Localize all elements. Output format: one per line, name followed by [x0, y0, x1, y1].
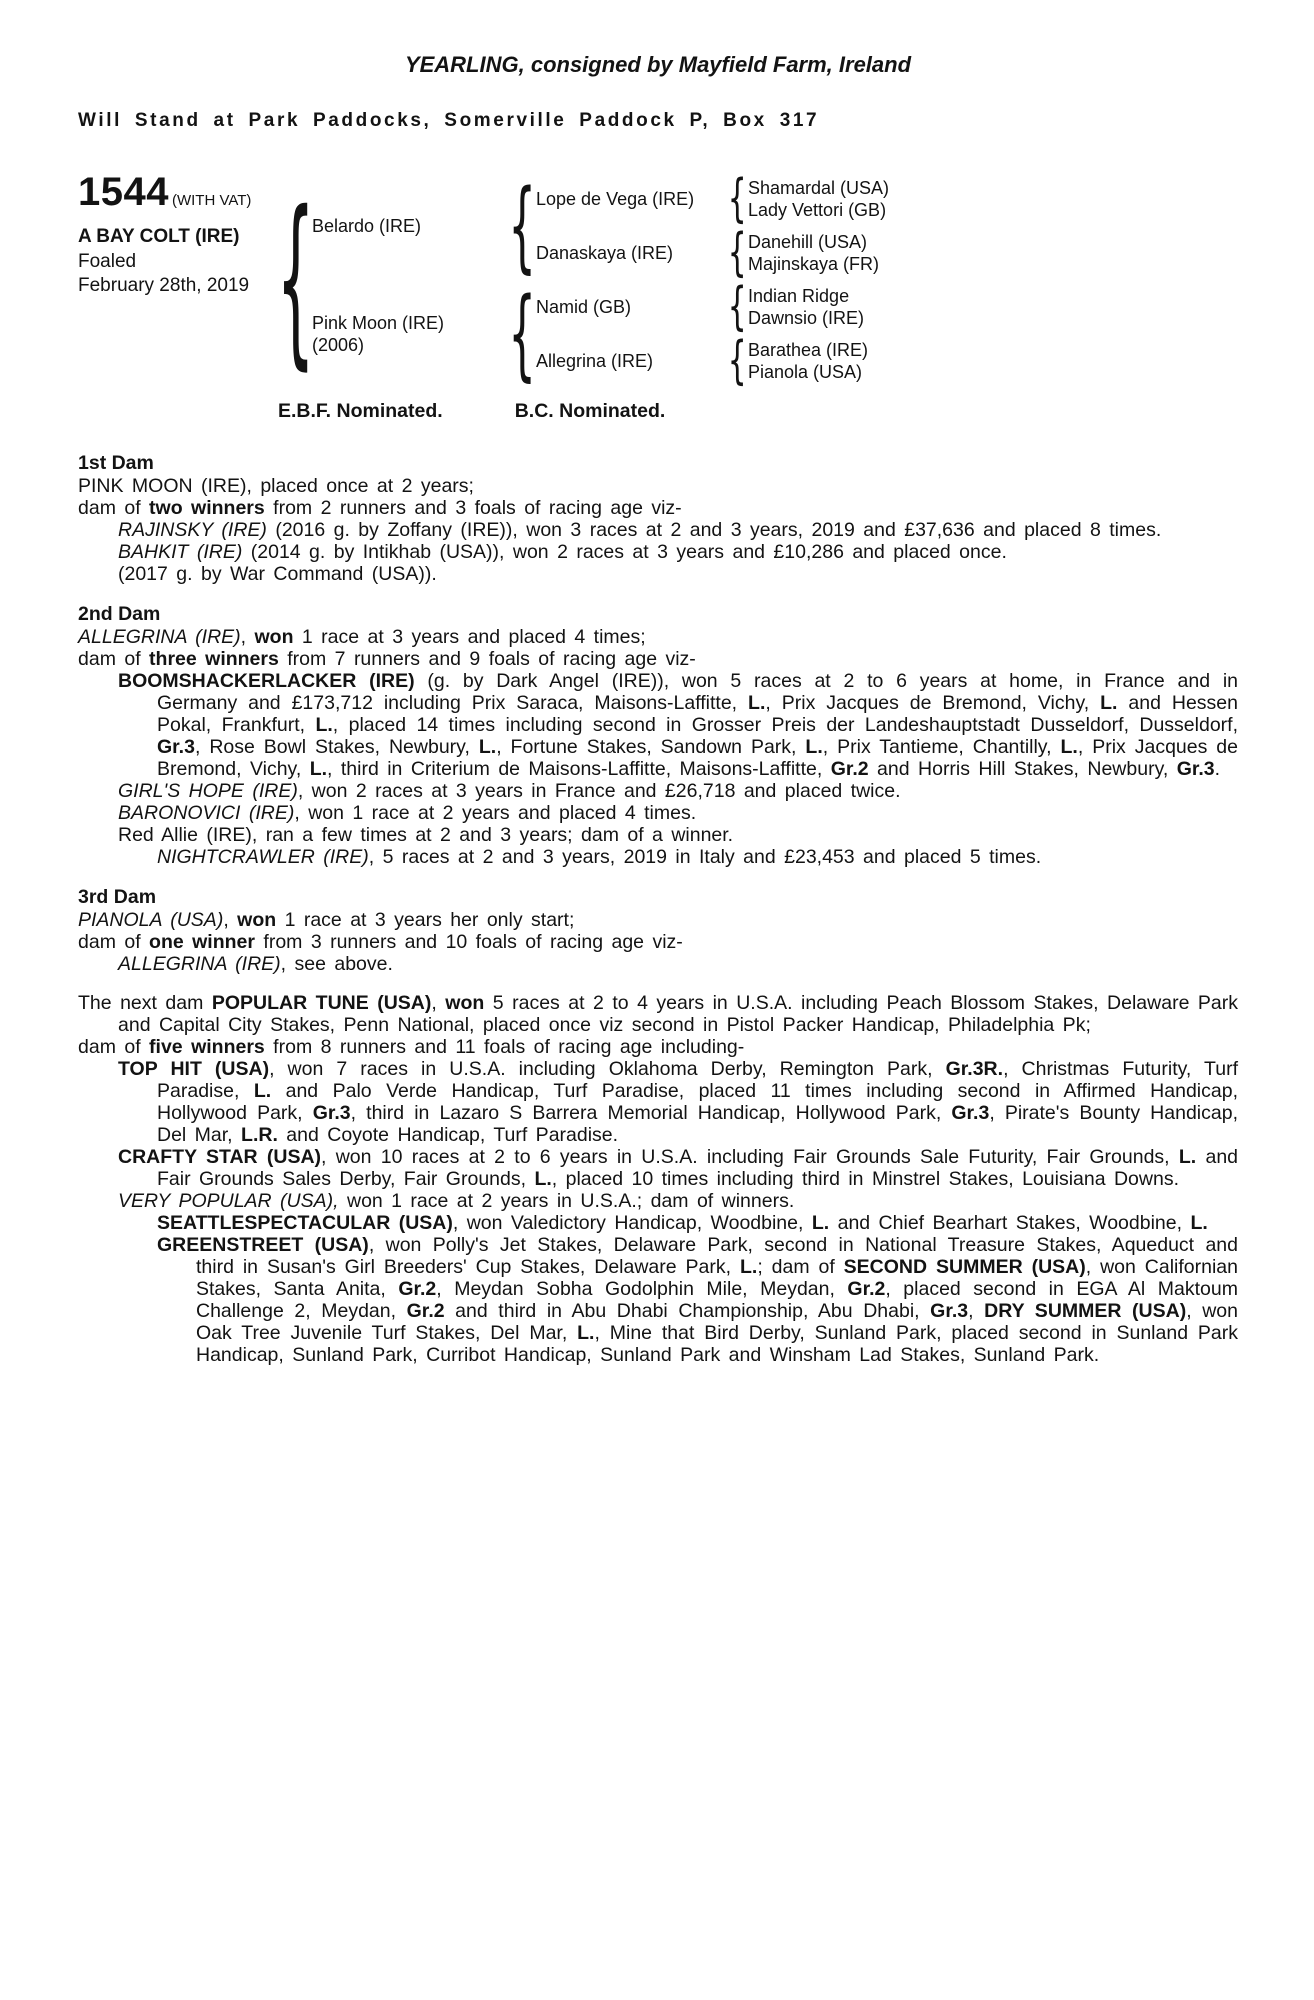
catalog-paragraph: GIRL'S HOPE (IRE), won 2 races at 3 years in France and £26,718 and placed twice.: [118, 780, 901, 802]
lot-vat: (WITH VAT): [171, 192, 252, 209]
sire-sire-dam-name: Lady Vettori (GB): [748, 200, 887, 220]
pedigree-table: [78, 168, 1238, 392]
sire-sire-name: Lope de Vega (IRE): [536, 188, 695, 209]
dam-dam-sire-name: Barathea (IRE): [748, 340, 869, 360]
catalog-body: [78, 451, 1238, 1366]
catalog-paragraph: CRAFTY STAR (USA), won 10 races at 2 to 6 years in U.S.A. including Fair Grounds Sale Futurity, Fair Grounds, L. and Fair Grounds Sales Derby, Fair Grounds, L., placed 10 times including third in Minstrel Stakes, Louisiana Downs.: [118, 1146, 1239, 1190]
bc-nominated: B.C. Nominated.: [514, 400, 666, 422]
pedigree-brace-dam-sire: {: [727, 276, 747, 337]
dam-sire-name: Namid (GB): [536, 296, 632, 317]
dam-sire-dam-name: Dawnsio (IRE): [748, 308, 865, 328]
pedigree-brace-dam: {: [508, 276, 536, 392]
catalog-paragraph: BAHKIT (IRE) (2014 g. by Intikhab (USA)), won 2 races at 3 years and £10,286 and placed once.: [118, 541, 1007, 563]
dam-dam-dam-name: Pianola (USA): [748, 362, 863, 382]
lot-number: 1544: [78, 170, 169, 214]
dam-sire-branch: [536, 276, 868, 337]
catalog-paragraph: ALLEGRINA (IRE), see above.: [118, 953, 393, 975]
dam-section: [78, 885, 1238, 975]
sire-dam-dam-name: Majinskaya (FR): [748, 254, 880, 274]
catalog-paragraph: RAJINSKY (IRE) (2016 g. by Zoffany (IRE)), won 3 races at 2 and 3 years, 2019 and £37,636 and placed 8 times.: [118, 519, 1162, 541]
pedigree-parents: [312, 168, 890, 392]
catalog-paragraph: VERY POPULAR (USA), won 1 race at 2 years in U.S.A.; dam of winners.: [118, 1190, 795, 1212]
catalog-paragraph: BARONOVICI (IRE), won 1 race at 2 years and placed 4 times.: [118, 802, 697, 824]
lot-foaled-date: February 28th, 2019: [78, 275, 250, 296]
dam-sire-sire-name: Indian Ridge: [748, 286, 850, 306]
sire-dam-branch: [536, 222, 889, 283]
catalog-paragraph: The next dam POPULAR TUNE (USA), won 5 races at 2 to 4 years in U.S.A. including Peach Blossom Stakes, Delaware Park and Capital City Stakes, Penn National, placed once viz second in Pistol Packer Handicap, Philadelphia Pk;: [78, 992, 1238, 1036]
sire-dam-sire-name: Danehill (USA): [748, 232, 868, 252]
ebf-nominated: E.B.F. Nominated.: [278, 400, 443, 422]
dam-branch: [312, 276, 889, 392]
pedigree-brace-sire: {: [508, 168, 536, 284]
pedigree-brace-main: {: [276, 172, 316, 387]
dam-dam-branch: [536, 330, 869, 391]
pedigree-brace-dam-dam: {: [727, 330, 747, 391]
dam-section-heading: 3rd Dam: [78, 886, 157, 908]
dam-section: [78, 992, 1238, 1366]
dam-section: [78, 451, 1238, 585]
catalog-paragraph: GREENSTREET (USA), won Polly's Jet Stakes, Delaware Park, second in National Treasure Stakes, Aqueduct and third in Susan's Girl Breeders' Cup Stakes, Delaware Park, L.; dam of SECOND SUMMER (USA), won Californian Stakes, Santa Anita, Gr.2, Meydan Sobha Godolphin Mile, Meydan, Gr.2, placed second in EGA Al Maktoum Challenge 2, Meydan, Gr.2 and third in Abu Dhabi Championship, Abu Dhabi, Gr.3, DRY SUMMER (USA), won Oak Tree Juvenile Turf Stakes, Del Mar, L., Mine that Bird Derby, Sunland Park, placed second in Sunland Park Handicap, Sunland Park, Curribot Handicap, Sunland Park and Winsham Lad Stakes, Sunland Park.: [157, 1234, 1238, 1366]
dam-section: [78, 602, 1238, 868]
lot-foaled-label: Foaled: [78, 251, 137, 272]
catalog-paragraph: PIANOLA (USA), won 1 race at 3 years her only start;: [78, 909, 575, 931]
catalog-paragraph: dam of one winner from 3 runners and 10 foals of racing age viz-: [78, 931, 683, 953]
catalog-paragraph: dam of two winners from 2 runners and 3 foals of racing age viz-: [78, 497, 682, 519]
catalog-paragraph: PINK MOON (IRE), placed once at 2 years;: [78, 475, 474, 497]
stand-location: Will Stand at Park Paddocks, Somerville Paddock P, Box 317: [78, 110, 820, 131]
lot-number-line: [78, 172, 280, 212]
catalog-paragraph: NIGHTCRAWLER (IRE), 5 races at 2 and 3 years, 2019 in Italy and £23,453 and placed 5 times.: [157, 846, 1042, 868]
dam-year: (2006): [312, 335, 365, 355]
sire-dam-name: Danaskaya (IRE): [536, 242, 674, 263]
dam-section-heading: 2nd Dam: [78, 603, 161, 625]
catalog-paragraph: BOOMSHACKERLACKER (IRE) (g. by Dark Angel (IRE)), won 5 races at 2 to 6 years at home, in France and in Germany and £173,712 including Prix Saraca, Maisons-Laffitte, L., Prix Jacques de Bremond, Vichy, L. and Hessen Pokal, Frankfurt, L., placed 14 times including second in Grosser Preis der Landeshauptstadt Dusseldorf, Dusseldorf, Gr.3, Rose Bowl Stakes, Newbury, L., Fortune Stakes, Sandown Park, L., Prix Tantieme, Chantilly, L., Prix Jacques de Bremond, Vichy, L., third in Criterium de Maisons-Laffitte, Maisons-Laffitte, Gr.2 and Horris Hill Stakes, Newbury, Gr.3.: [118, 670, 1239, 780]
lot-description: A BAY COLT (IRE): [78, 226, 240, 247]
catalog-paragraph: dam of three winners from 7 runners and 9 foals of racing age viz-: [78, 648, 696, 670]
consignment-title: YEARLING, consigned by Mayfield Farm, Ireland: [404, 52, 912, 77]
pedigree-brace-sire-dam: {: [727, 222, 747, 283]
nominations: [78, 400, 1238, 423]
sire-sire-sire-name: Shamardal (USA): [748, 178, 890, 198]
dam-name: Pink Moon (IRE): [312, 313, 445, 333]
sire-branch: [312, 168, 890, 284]
dam-section-heading: 1st Dam: [78, 452, 154, 474]
pedigree-brace-sire-sire: {: [727, 168, 747, 229]
catalog-paragraph: Red Allie (IRE), ran a few times at 2 and 3 years; dam of a winner.: [118, 824, 734, 846]
dam-dam-name: Allegrina (IRE): [536, 350, 654, 371]
catalog-paragraph: TOP HIT (USA), won 7 races in U.S.A. including Oklahoma Derby, Remington Park, Gr.3R., Christmas Futurity, Turf Paradise, L. and Palo Verde Handicap, Turf Paradise, placed 11 times including second in Affirmed Handicap, Hollywood Park, Gr.3, third in Lazaro S Barrera Memorial Handicap, Hollywood Park, Gr.3, Pirate's Bounty Handicap, Del Mar, L.R. and Coyote Handicap, Turf Paradise.: [118, 1058, 1238, 1146]
sire-name: Belardo (IRE): [312, 216, 422, 236]
catalog-paragraph: ALLEGRINA (IRE), won 1 race at 3 years and placed 4 times;: [78, 626, 646, 648]
sire-sire-branch: [536, 168, 890, 229]
lot-info: [78, 172, 280, 388]
dam-name-block: [312, 312, 508, 356]
catalog-paragraph: dam of five winners from 8 runners and 11 foals of racing age including-: [78, 1036, 745, 1058]
catalog-paragraph: SEATTLESPECTACULAR (USA), won Valedictory Handicap, Woodbine, L. and Chief Bearhart Stakes, Woodbine, L.: [157, 1212, 1208, 1234]
catalog-paragraph: (2017 g. by War Command (USA)).: [118, 563, 437, 585]
